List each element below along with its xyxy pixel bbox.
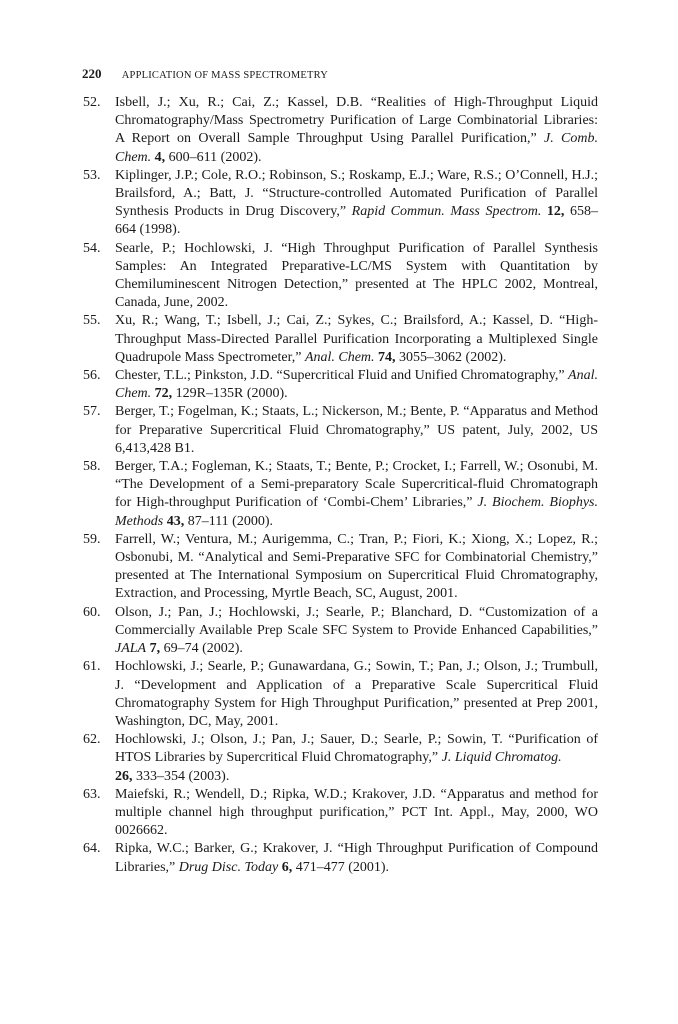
reference-text: Searle, P.; Hochlowski, J. “High Throughput Purification of Parallel Synthesis Samples: An Integrated Preparative-LC/MS System with Quantitation by Chemiluminescent Nitrogen Detection,” presented at The HPLC 2002, Montreal, Canada, June, 2002. bbox=[115, 240, 598, 311]
reference-volume: 26, bbox=[115, 768, 133, 784]
reference-journal: Anal. Chem. bbox=[304, 349, 375, 365]
reference-item bbox=[83, 604, 598, 659]
reference-text: Xu, R.; Wang, T.; Isbell, J.; Cai, Z.; Sykes, C.; Brailsford, A.; Kassel, D. “High-Throughput Mass-Directed Parallel Purification Incorporating a Multiplexed Single Quadrupole Mass Spectrometer,” bbox=[115, 313, 598, 365]
reference-number: 58. bbox=[83, 459, 101, 475]
reference-text: Farrell, W.; Ventura, M.; Aurigemma, C.; Tran, P.; Fiori, K.; Xiong, X.; Lopez, R.; Osbonubi, M. “Analytical and Semi-Preparative SFC for Combinatorial Chemistry,” presented at The International Symposium on Supercritical Fluid Chromatography, Extraction, and Processing, Myrtle Beach, SC, August, 2001. bbox=[115, 531, 598, 602]
reference-volume: 72, bbox=[154, 386, 173, 402]
reference-item bbox=[83, 312, 598, 367]
reference-volume: 43, bbox=[166, 513, 185, 529]
reference-journal: Rapid Commun. Mass Spectrom. bbox=[351, 204, 542, 220]
reference-number: 62. bbox=[83, 732, 101, 748]
page-number: 220 bbox=[82, 66, 102, 81]
reference-journal: JALA bbox=[115, 641, 147, 657]
reference-item bbox=[83, 840, 598, 876]
reference-text: Hochlowski, J.; Searle, P.; Gunawardana, G.; Sowin, T.; Pan, J.; Olson, J.; Trumbull, J. “Development and Application of a Preparative Scale Supercritical Fluid Chromatography System for High Throughput Purification,” presented at Prep 2001, Washington, DC, May, 2001. bbox=[115, 659, 598, 729]
reference-journal: Anal. Chem. bbox=[115, 368, 598, 402]
reference-volume: 4, bbox=[154, 149, 166, 165]
reference-pages: 3055–3062 (2002). bbox=[395, 349, 507, 365]
reference-item bbox=[83, 403, 598, 458]
reference-number: 64. bbox=[83, 841, 101, 857]
running-head bbox=[82, 66, 602, 84]
reference-pages: 333–354 (2003). bbox=[132, 768, 230, 784]
running-head-title: APPLICATION OF MASS SPECTROMETRY bbox=[121, 70, 328, 81]
reference-item bbox=[83, 786, 598, 841]
reference-text: Hochlowski, J.; Olson, J.; Pan, J.; Sauer, D.; Searle, P.; Sowin, T. “Purification of HTOS Libraries by Supercritical Fluid Chromatography,” bbox=[115, 732, 598, 766]
reference-volume: 12, bbox=[546, 204, 565, 220]
reference-number: 52. bbox=[83, 95, 101, 110]
reference-text: Maiefski, R.; Wendell, D.; Ripka, W.D.; Krakover, J.D. “Apparatus and method for multiple channel high throughput purification,” PCT Int. Appl., May, 2000, WO 0026662. bbox=[115, 786, 598, 839]
reference-number: 55. bbox=[83, 313, 101, 329]
reference-pages: 87–111 (2000). bbox=[184, 513, 274, 529]
reference-pages: 658–664 (1998). bbox=[115, 204, 599, 238]
reference-item bbox=[83, 240, 598, 313]
reference-journal: J. Biochem. Biophys. Methods bbox=[115, 495, 599, 529]
reference-number: 53. bbox=[83, 167, 101, 183]
reference-text: Ripka, W.C.; Barker, G.; Krakover, J. “High Throughput Purification of Compound Libraries,” bbox=[115, 841, 598, 875]
reference-text: Isbell, J.; Xu, R.; Cai, Z.; Kassel, D.B. “Realities of High-Throughput Liquid Chromatography/Mass Spectrometry Purification of Large Combinatorial Libraries: A Report on Overall Sample Throughput Using Parallel Purification,” bbox=[115, 95, 598, 147]
reference-text: Berger, T.; Fogelman, K.; Staats, L.; Nickerson, M.; Bente, P. “Apparatus and Method for Preparative Supercritical Fluid Chromatography,” US patent, July, 2002, US 6,413,428 B1. bbox=[115, 404, 598, 456]
reference-item bbox=[83, 367, 598, 403]
reference-pages: 69–74 (2002). bbox=[160, 641, 243, 657]
reference-number: 61. bbox=[83, 659, 101, 675]
reference-item bbox=[83, 658, 598, 731]
reference-volume: 6, bbox=[281, 859, 293, 875]
reference-pages: 471–477 (2001). bbox=[292, 859, 390, 875]
reference-item bbox=[83, 531, 598, 604]
reference-volume: 74, bbox=[378, 349, 396, 365]
reference-number: 60. bbox=[83, 604, 101, 620]
reference-item bbox=[83, 458, 598, 531]
reference-pages: 129R–135R (2000). bbox=[172, 386, 288, 402]
reference-number: 54. bbox=[83, 240, 101, 256]
reference-number: 57. bbox=[83, 404, 101, 420]
reference-text: Olson, J.; Pan, J.; Hochlowski, J.; Searle, P.; Blanchard, D. “Customization of a Commercially Available Prep Scale SFC System to Provide Enhanced Capabilities,” bbox=[115, 604, 598, 638]
reference-number: 59. bbox=[83, 531, 101, 547]
reference-volume: 7, bbox=[149, 641, 161, 657]
reference-text: Kiplinger, J.P.; Cole, R.O.; Robinson, S.; Roskamp, E.J.; Ware, R.S.; O’Connell, H.J.; Brailsford, A.; Batt, J. “Structure-controlled Automated Purification of Parallel Synthesis Products in Drug Discovery,” bbox=[115, 167, 598, 220]
reference-journal: J. Liquid Chromatog. bbox=[441, 750, 562, 766]
reference-list bbox=[83, 94, 598, 877]
reference-item bbox=[83, 731, 598, 786]
reference-item bbox=[83, 167, 598, 240]
reference-journal: J. Comb. Chem. bbox=[115, 131, 598, 165]
reference-item bbox=[83, 94, 598, 167]
reference-number: 63. bbox=[83, 786, 101, 802]
reference-text: Berger, T.A.; Fogleman, K.; Staats, T.; Bente, P.; Crocket, I.; Farrell, W.; Osonubi, M. “The Development of a Semi-preparatory Scale Supercritical-fluid Chromatograph for High-throughput Purification of ‘Combi-Chem’ Libraries,” bbox=[115, 459, 598, 511]
reference-number: 56. bbox=[83, 368, 101, 384]
reference-pages: 600–611 (2002). bbox=[165, 149, 262, 165]
reference-journal: Drug Disc. Today bbox=[178, 859, 279, 875]
reference-text: Chester, T.L.; Pinkston, J.D. “Supercritical Fluid and Unified Chromatography,” bbox=[115, 368, 569, 384]
